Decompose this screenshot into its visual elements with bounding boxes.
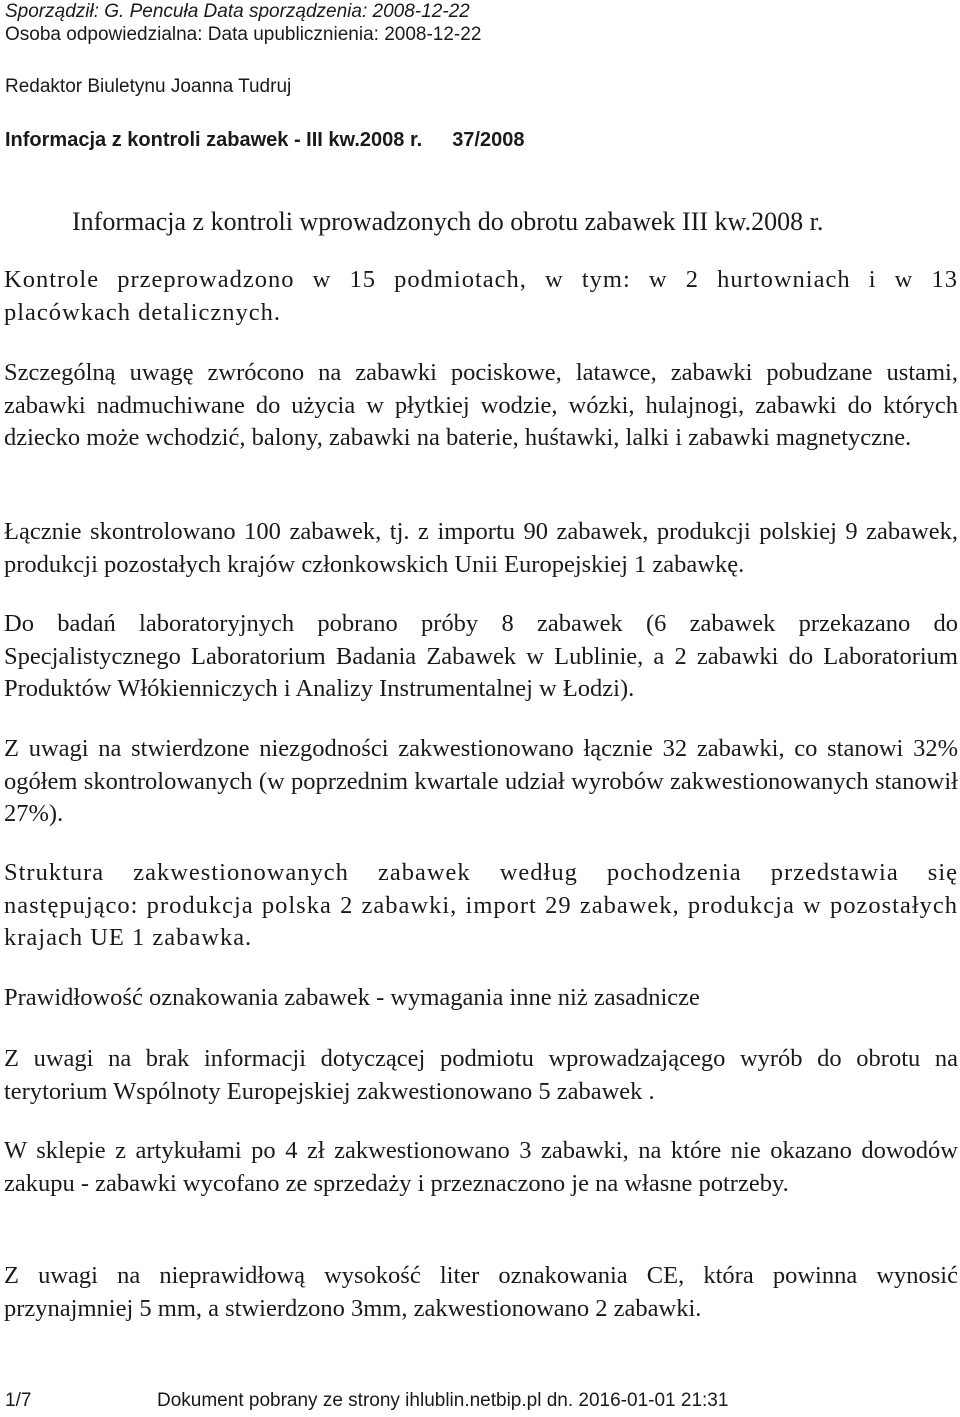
paragraph-structure: Struktura zakwestionowanych zabawek według pochodzenia przedstawia się następująco: produkcja polska 2 zabawki, import 29 zabawek, produkcja w pozostałych krajach UE 1 zabawka. bbox=[4, 859, 958, 952]
section-heading-labelling: Prawidłowość oznakowania zabawek - wymagania inne niż zasadnicze bbox=[4, 984, 700, 1011]
paragraph-total: Łącznie skontrolowano 100 zabawek, tj. z importu 90 zabawek, produkcji polskiej 9 zabawek, produkcji pozostałych krajów członkowskich Unii Europejskiej 1 zabawkę. bbox=[4, 518, 958, 578]
paragraph-questioned: Z uwagi na stwierdzone niezgodności zakwestionowano łącznie 32 zabawki, co stanowi 32% ogółem skontrolowanych (w poprzednim kwartale udział wyrobów zakwestionowanych stanowił 27%). bbox=[4, 735, 958, 828]
paragraph-inspections: Kontrole przeprowadzono w 15 podmiotach, w tym: w 2 hurtowniach i w 13 placówkach detalicznych. bbox=[4, 266, 958, 326]
paragraph-shop: W sklepie z artykułami po 4 zł zakwestionowano 3 zabawki, na które nie okazano dowodów zakupu - zabawki wycofano ze sprzedaży i przeznaczono je na własne potrzeby. bbox=[4, 1137, 958, 1197]
document-title: Informacja z kontroli wprowadzonych do obrotu zabawek III kw.2008 r. bbox=[72, 207, 824, 236]
paragraph-focus: Szczególną uwagę zwrócono na zabawki pociskowe, latawce, zabawki pobudzane ustami, zabawki nadmuchiwane do użycia w płytkiej wodzie, wózki, hulajnogi, zabawki do których dziecko może wchodzić, balony, zabawki na baterie, huśtawki, lalki i zabawki magnetyczne. bbox=[4, 359, 958, 452]
paragraph-lab-tests: Do badań laboratoryjnych pobrano próby 8 zabawek (6 zabawek przekazano do Specjalistycznego Laboratorium Badania Zabawek w Lublinie, a 2 zabawki do Laboratorium Produktów Włókienniczych i Analizy Instrumentalnej w Łodzi). bbox=[4, 610, 958, 703]
heading-title: Informacja z kontroli zabawek - III kw.2008 r. bbox=[5, 129, 423, 151]
heading-number: 37/2008 bbox=[452, 129, 525, 151]
footer-source: Dokument pobrany ze strony ihlublin.netbip.pl dn. 2016-01-01 21:31 bbox=[157, 1390, 729, 1411]
paragraph-ce-marking: Z uwagi na nieprawidłową wysokość liter oznakowania CE, która powinna wynosić przynajmniej 5 mm, a stwierdzono 3mm, zakwestionowano 2 zabawki. bbox=[4, 1262, 958, 1322]
page-heading bbox=[5, 129, 524, 152]
meta-line-prepared: Sporządził: G. Pencuła Data sporządzenia: 2008-12-22 bbox=[5, 1, 470, 22]
footer-page-number: 1/7 bbox=[5, 1390, 32, 1411]
paragraph-missing-info: Z uwagi na brak informacji dotyczącej podmiotu wprowadzającego wyrób do obrotu na terytorium Wspólnoty Europejskiej zakwestionowano 5 zabawek . bbox=[4, 1045, 958, 1105]
meta-line-editor: Redaktor Biuletynu Joanna Tudruj bbox=[5, 76, 292, 97]
meta-line-responsible: Osoba odpowiedzialna: Data upublicznienia: 2008-12-22 bbox=[5, 24, 482, 45]
